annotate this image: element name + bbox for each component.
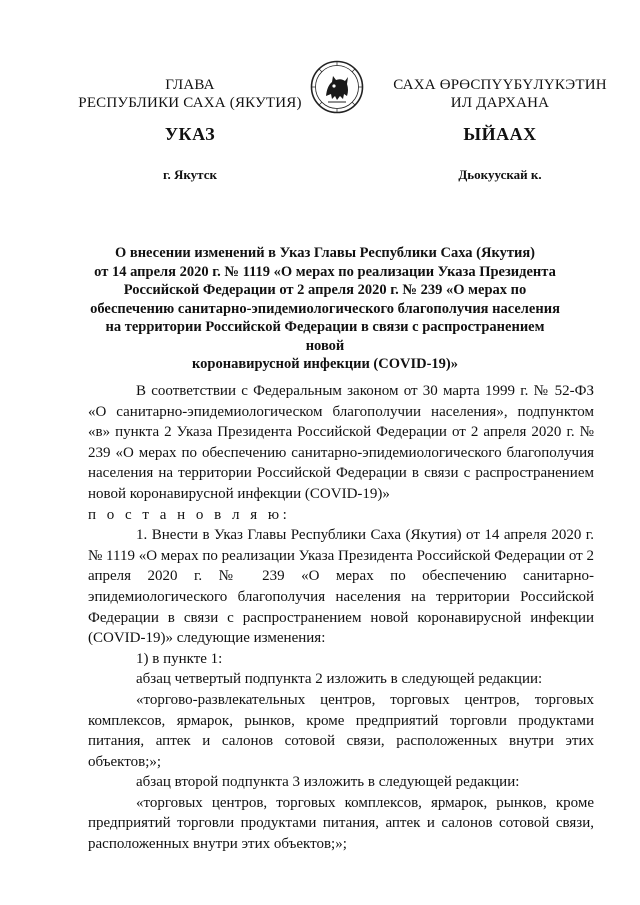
coat-of-arms-icon [310, 60, 364, 114]
title-line: Российской Федерации от 2 апреля 2020 г. № 239 «О мерах по [123, 282, 527, 298]
body-paragraph-subitem: 1) в пункте 1: [136, 650, 223, 667]
header-left-line2: РЕСПУБЛИКИ САХА (ЯКУТИЯ) [78, 95, 302, 111]
body-paragraph-item-1: 1. Внести в Указ Главы Республики Саха (Якутия) от 14 апреля 2020 г. № 1119 «О мерах по реализации Указа Президента Российской Федерации от 2 апреля 2020 г. № 239 «О мерах по обеспечению санитарно-эпидемиологического благополучия населения на территории Российской Федерации в связи с распространением новой коронавирусной инфекции (COVID-19)» следующие изменения: [88, 527, 594, 647]
decree-word: п о с т а н о в л я ю: [88, 506, 291, 523]
header-right-line1: САХА ӨРӨСПҮҮБҮЛҮКЭТИН [393, 77, 607, 93]
body-paragraph: абзац второй подпункта 3 изложить в следующей редакции: [136, 774, 520, 791]
title-line: коронавирусной инфекции (COVID-19)» [191, 356, 458, 372]
doc-type-russian: УКАЗ [164, 124, 216, 144]
header-right [380, 76, 620, 112]
title-line: обеспечению санитарно-эпидемиологического благополучия населения [90, 300, 560, 317]
place-yakut: Дьокуускай к. [458, 167, 542, 182]
title-line: на территории Российской Федерации в связи с распространением новой [105, 319, 545, 354]
body-paragraph-preamble: В соответствии с Федеральным законом от 30 марта 1999 г. № 52-ФЗ «О санитарно-эпидемиологическом благополучии населения», подпунктом «в» пункта 2 Указа Президента Российской Федерации от 2 апреля 2020 г. № 239 «О мерах по обеспечению санитарно-эпидемиологического благополучия населения на территории Российской Федерации в связи с распространением новой коронавирусной инфекции (COVID-19)» [88, 383, 594, 502]
place-russian: г. Якутск [163, 167, 217, 182]
title-line: О внесении изменений в Указ Главы Республики Саха (Якутия) [114, 245, 536, 261]
header-left-line1: ГЛАВА [165, 77, 215, 93]
body-paragraph-quote: «торговых центров, торговых комплексов, ярмарок, рынков, кроме предприятий торговли продуктами питания, аптек и салонов сотовой связи, расположенных внутри этих объектов;»; [88, 794, 594, 853]
body-paragraph-quote: «торгово-развлекательных центров, торговых центров, торговых комплексов, ярмарок, рынков, кроме предприятий торговли продуктами питания, аптек и салонов сотовой связи, расположенных внутри этих объектов;»; [88, 691, 594, 770]
decree-title [85, 244, 565, 374]
decree-body [88, 381, 594, 855]
header-right-line2: ИЛ ДАРХАНА [450, 95, 550, 111]
title-line: от 14 апреля 2020 г. № 1119 «О мерах по реализации Указа Президента [94, 263, 556, 280]
doc-type-yakut: ЫЙААХ [463, 124, 537, 144]
body-paragraph: абзац четвертый подпункта 2 изложить в следующей редакции: [136, 671, 543, 688]
header-left [70, 76, 310, 112]
